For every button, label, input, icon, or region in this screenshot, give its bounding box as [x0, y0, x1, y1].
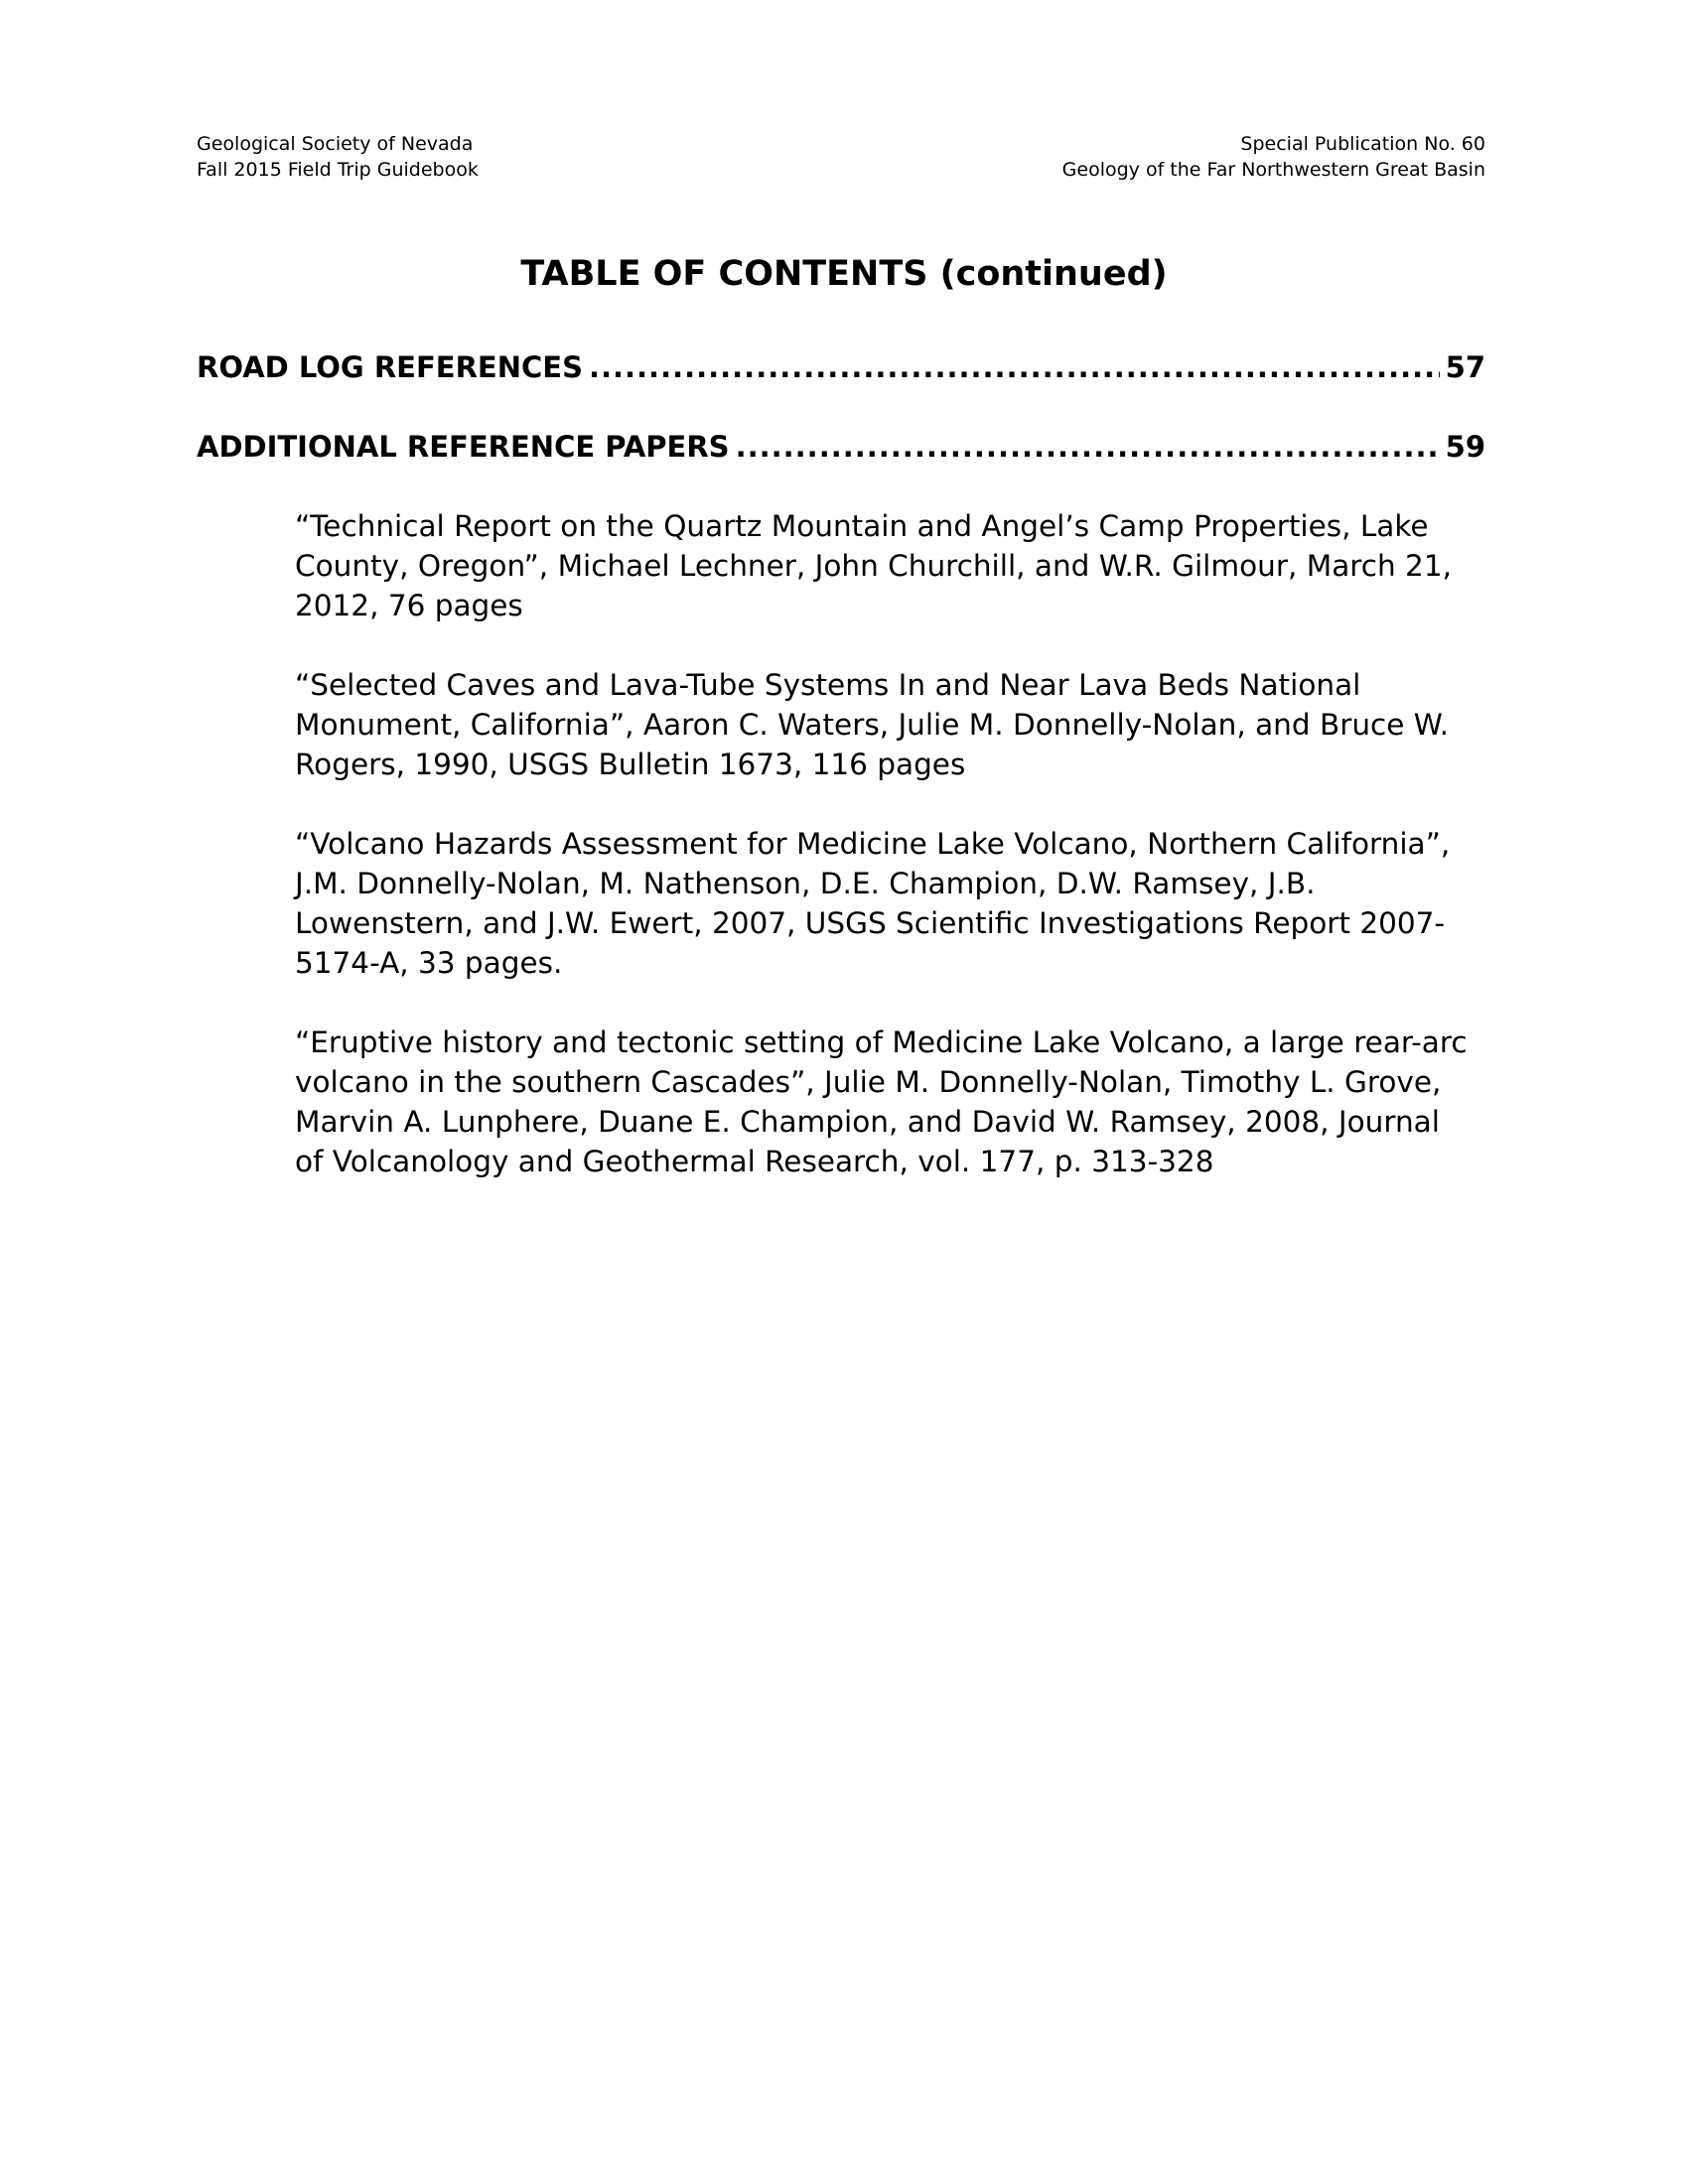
publication-title: Geology of the Far Northwestern Great Basin — [1061, 159, 1485, 181]
guidebook-name: Fall 2015 Field Trip Guidebook — [197, 159, 479, 181]
toc-entry-page: 57 — [1445, 350, 1485, 384]
header-left — [197, 131, 479, 183]
toc-entry-additional-reference-papers[interactable] — [197, 427, 1485, 467]
reference-item: “Selected Caves and Lava-Tube Systems In and Near Lava Beds National Monument, California”, Aaron C. Waters, Julie M. Donnelly-Nolan, and Bruce W. Rogers, 1990, USGS Bulletin 1673, 116 pages — [295, 668, 1449, 781]
society-name: Geological Society of Nevada — [197, 133, 474, 155]
reference-item: “Eruptive history and tectonic setting of Medicine Lake Volcano, a large rear-arc volcano in the southern Cascades”, Julie M. Donnelly-Nolan, Timothy L. Grove, Marvin A. Lunphere, Duane E. Champion, and David W. Ramsey, 2008, Journal of Volcanology and Geothermal Research, vol. 177, p. 313-328 — [295, 1025, 1468, 1178]
toc-dot-leader — [736, 427, 1440, 467]
toc-entry-label: ADDITIONAL REFERENCE PAPERS — [197, 430, 730, 464]
page-title: TABLE OF CONTENTS (continued) — [520, 254, 1168, 294]
header-right — [1062, 131, 1485, 183]
reference-item: “Volcano Hazards Assessment for Medicine Lake Volcano, Northern California”, J.M. Donnelly-Nolan, M. Nathenson, D.E. Champion, D.W. Ramsey, J.B. Lowenstern, and J.W. Ewert, 2007, USGS Scientific Investigations Report 2007- 5174-A, 33 pages. — [295, 827, 1451, 980]
toc-entry-label: ROAD LOG REFERENCES — [197, 350, 583, 384]
toc-entry-page: 59 — [1445, 430, 1485, 464]
reference-list — [295, 506, 1486, 1221]
toc-dot-leader — [589, 347, 1440, 387]
reference-item: “Technical Report on the Quartz Mountain and Angel’s Camp Properties, Lake County, Oregon”, Michael Lechner, John Churchill, and W.R. Gilmour, March 21, 2012, 76 pages — [295, 509, 1452, 622]
publication-number: Special Publication No. 60 — [1240, 133, 1485, 155]
toc-entry-road-log-references[interactable] — [197, 347, 1485, 387]
